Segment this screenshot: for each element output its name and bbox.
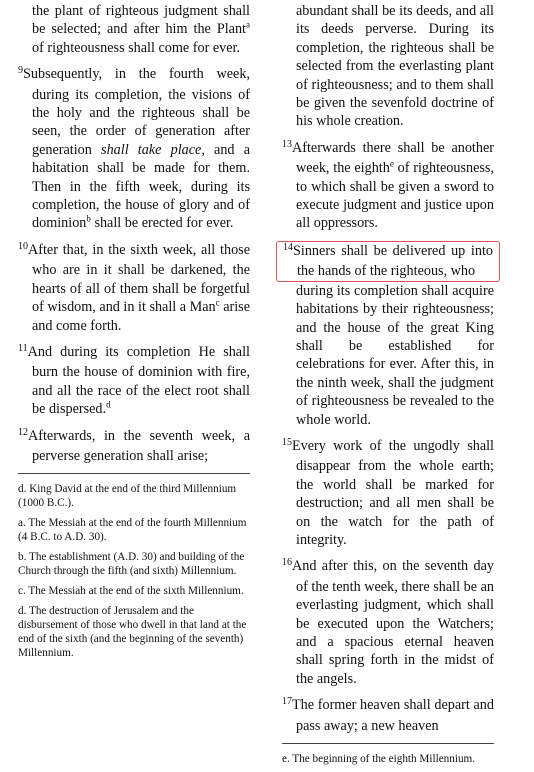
verse-15 [282,437,494,549]
text-run: Subsequently, in the fourth week, during its completion, the visions of the holy and the righteous shall be seen, the order of generation after generation [23,66,250,158]
footnote: a. The Messiah at the end of the fourth Millennium (4 B.C. to A.D. 30). [18,517,247,544]
footnote-divider [18,473,250,474]
footnote: d. The destruction of Jerusalem and the disbursement of those who dwell in that land at the end of the sixth (and the beginning of the seventh) Millennium. [18,605,247,660]
verse-9 [18,65,250,233]
text-run: After that, in the sixth week, all those who are in it shall be darkened, the hearts of all of them shall be forgetful of wisdom, and in it shall a Man [28,241,250,316]
text-run: arise and come forth. [32,299,250,334]
footnote-divider [282,743,494,744]
footnote-marker: d [106,399,111,410]
left-footnotes [18,482,250,660]
text-run: Afterwards there shall be another week, the eighth [292,139,494,177]
footnote-marker: c [215,297,220,308]
right-footnotes [282,752,494,766]
verse-number: 14 [283,241,293,253]
footnote: d. King David at the end of the third Millennium (1000 B.C.). [18,483,237,510]
verse-number: 12 [18,426,28,438]
text-run: And during its completion He shall burn the house of dominion with fire, and all the race of the elect root shall be dispersed. [27,343,250,418]
footnote: c. The Messiah at the end of the sixth Millennium. [18,585,244,598]
footnote-marker: e [389,158,394,169]
left-continuation-paragraph [18,2,250,57]
highlighted-selection-box[interactable] [276,241,500,282]
verse-14-continuation: during its completion shall acquire habitations by their righteousness; and the house of the great King shall be established for celebrations for ever. After this, in the ninth week, shall the judgment of righteousness be revealed to the whole world. [296,282,494,428]
right-continuation-paragraph: abundant shall be its deeds, and all its deeds perverse. During its completion, the righteous shall be selected from the everlasting plant of righteousness; and to them shall be given the sevenfold doctrine of his whole creation. [296,3,494,130]
text-run: the plant of righteous judgment shall be selected; and after him the Plant [32,3,250,38]
text-run: Afterwards, in the seventh week, a perverse generation shall arise; [28,427,250,464]
text-run: And after this, on the seventh day of the tenth week, there shall be an everlasting judgment, which shall be executed upon the Watchers; and a spacious eternal heaven shall spring forth in the midst of the angels. [292,558,494,687]
text-run: The former heaven shall depart and pass away; a new heaven [292,697,494,734]
verse-number: 11 [18,342,28,354]
verse-13 [282,139,494,233]
verse-number: 13 [282,138,292,150]
text-run: of righteousness, to which shall be given a sword to execute judgment and justice upon all oppressors. [296,160,494,232]
footnote-marker: b [86,213,91,224]
verse-number: 16 [282,557,292,569]
verse-12 [18,427,250,466]
footnote: e. The beginning of the eighth Millennium. [282,753,476,766]
text-run: and a habitation shall be made for them. Then in the fifth week, during its completion, the house of glory and of dominion [32,141,250,232]
verse-10 [18,241,250,335]
verse-11 [18,343,250,419]
verse-number: 15 [282,436,292,448]
verse-number: 9 [18,65,23,77]
verse-number: 10 [18,240,28,252]
highlighted-text: Sinners shall be delivered up into the hands of the righteous, who [293,242,493,280]
verse-17 [282,696,494,735]
verse-16 [282,557,494,688]
footnote: b. The establishment (A.D. 30) and building of the Church through the fifth (and sixth) Millennium. [18,551,245,578]
text-run: of righteousness shall come for ever. [32,39,241,56]
left-column [18,2,250,666]
text-run: shall be erected for ever. [90,215,234,232]
verse-number: 17 [282,696,292,708]
right-column [282,2,494,772]
italic-text: shall take place, [101,141,205,158]
verse-14-highlighted-lines [283,242,493,281]
footnote-marker: a [246,19,250,30]
text-run: Every work of the ungodly shall disappear from the whole earth; the world shall be marked for destruction; and all men shall be on the watch for the path of integrity. [292,437,494,548]
